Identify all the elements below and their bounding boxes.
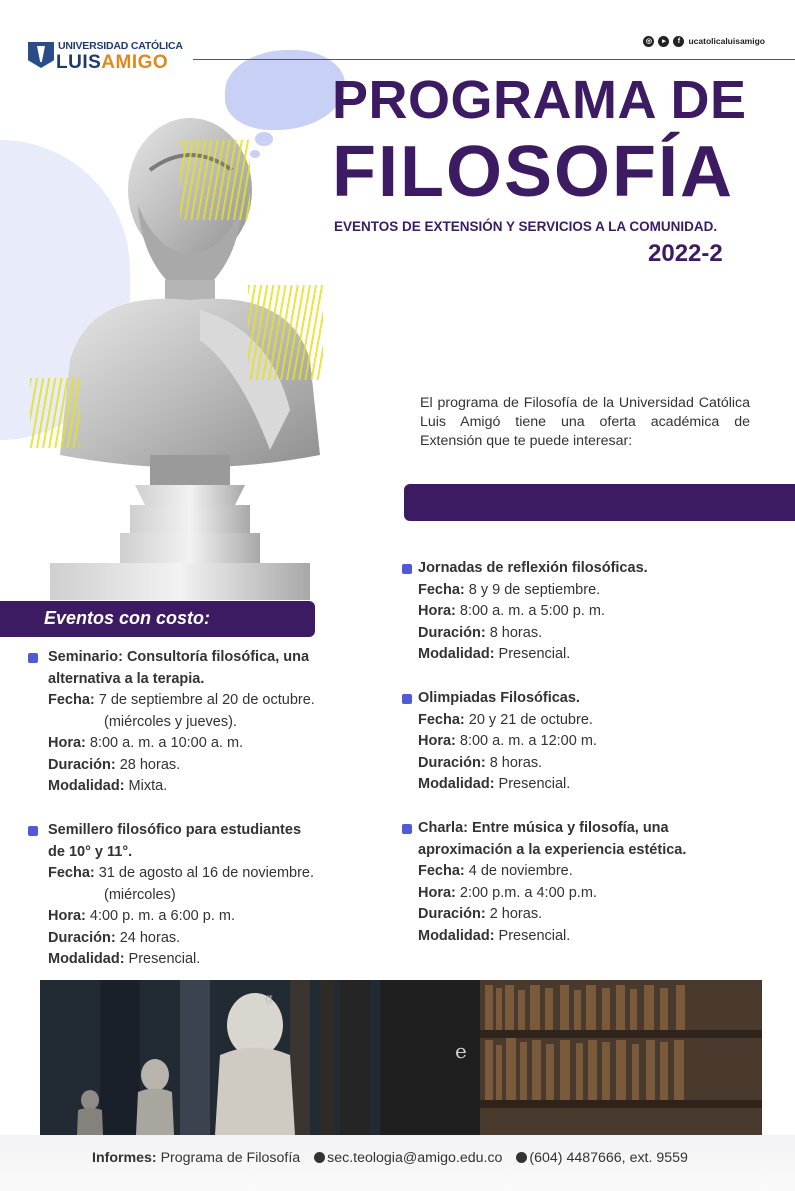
event-semillero <box>48 820 358 971</box>
library-photo <box>40 980 762 1135</box>
duracion-label: Duración: <box>48 929 116 946</box>
event-hora <box>418 601 758 623</box>
header-divider <box>193 59 795 60</box>
logo-top-text: UNIVERSIDAD CATÓLICA <box>58 40 183 52</box>
event-fecha <box>418 861 778 883</box>
event-charla <box>418 818 778 947</box>
modalidad-value: Presencial. <box>494 927 571 944</box>
fecha-value: 7 de septiembre al 20 de octubre. <box>94 692 315 708</box>
instagram-icon[interactable]: ◎ <box>643 36 654 47</box>
costed-heading: Eventos con costo: <box>44 608 211 628</box>
event-hora <box>418 883 778 905</box>
event-modalidad <box>48 776 348 798</box>
hora-value: 8:00 a. m. a 10:00 a. m. <box>85 735 244 751</box>
bullet-icon <box>28 826 38 836</box>
fecha-label: Fecha: <box>48 692 95 708</box>
event-hora <box>48 906 358 928</box>
event-duracion <box>418 904 778 926</box>
modalidad-label: Modalidad: <box>418 776 495 792</box>
duracion-label: Duración: <box>418 624 486 641</box>
event-hora <box>48 733 348 755</box>
event-title: Olimpiadas Filosóficas. <box>418 690 580 706</box>
hora-label: Hora: <box>418 884 456 901</box>
footer-email[interactable]: sec.teologia@amigo.edu.co <box>327 1150 503 1166</box>
fecha-value: 31 de agosto al 16 de noviembre. <box>94 865 315 881</box>
section-bar-costed-events <box>0 601 315 637</box>
footer-program: Programa de Filosofía <box>156 1150 301 1166</box>
event-modalidad <box>418 644 758 666</box>
event-modalidad <box>418 774 758 796</box>
event-hora <box>418 731 758 753</box>
hora-value: 4:00 p. m. a 6:00 p. m. <box>85 908 235 924</box>
event-fecha <box>48 863 358 885</box>
event-title: Charla: Entre música y filosofía, una <box>418 820 669 836</box>
yellow-stripes-decoration <box>180 140 250 220</box>
modalidad-label: Modalidad: <box>48 951 125 967</box>
facebook-icon[interactable]: f <box>673 36 684 47</box>
logo-luis: LUIS <box>56 52 102 73</box>
section-bar-free-events <box>404 484 795 521</box>
duracion-value: 24 horas. <box>115 929 181 946</box>
logo-mark-icon <box>28 42 54 68</box>
event-modalidad <box>418 926 778 948</box>
modalidad-value: Presencial. <box>494 776 571 792</box>
svg-text:e: e <box>455 1039 467 1063</box>
year-label: 2022-2 <box>648 240 723 267</box>
duracion-value: 8 horas. <box>485 754 543 771</box>
fecha-value: 4 de noviembre. <box>464 863 573 879</box>
email-icon <box>314 1152 325 1163</box>
footer-contact <box>92 1150 688 1166</box>
modalidad-value: Presencial. <box>124 951 201 967</box>
hora-label: Hora: <box>48 908 86 924</box>
duracion-label: Duración: <box>418 906 486 922</box>
logo-bottom-text <box>56 52 168 74</box>
event-fecha <box>48 690 348 712</box>
bullet-icon <box>402 694 412 704</box>
social-handle-text[interactable]: ucatolicaluisamigo <box>688 36 765 46</box>
event-olimpiadas <box>418 688 758 796</box>
footer-phone[interactable]: (604) 4487666, ext. 9559 <box>529 1150 688 1166</box>
social-handles <box>643 34 765 48</box>
youtube-icon[interactable]: ▸ <box>658 36 669 47</box>
bullet-icon <box>402 824 412 834</box>
fecha-label: Fecha: <box>418 863 465 879</box>
duracion-value: 28 horas. <box>115 756 181 773</box>
modalidad-value: Presencial. <box>494 646 571 662</box>
bullet-icon <box>28 653 38 663</box>
event-fecha-extra: (miércoles y jueves). <box>104 713 237 730</box>
fecha-label: Fecha: <box>418 581 465 598</box>
library-illustration <box>40 980 762 1135</box>
hora-label: Hora: <box>418 733 456 749</box>
duracion-label: Duración: <box>48 756 116 773</box>
modalidad-label: Modalidad: <box>418 646 495 662</box>
subtitle: EVENTOS DE EXTENSIÓN Y SERVICIOS A LA COMUNIDAD. <box>334 219 718 234</box>
event-jornadas <box>418 558 758 666</box>
event-modalidad <box>48 949 358 971</box>
intro-paragraph: El programa de Filosofía de la Universidad Católica Luis Amigó tiene una oferta académica de Extensión que te puede interesar: <box>420 395 750 449</box>
phone-icon <box>516 1152 527 1163</box>
hora-label: Hora: <box>48 735 86 751</box>
event-title-cont: aproximación a la experiencia estética. <box>418 841 687 858</box>
event-title-cont: de 10° y 11°. <box>48 843 133 860</box>
event-duracion <box>48 928 358 950</box>
svg-text:g: g <box>265 991 273 1005</box>
yellow-stripes-decoration <box>30 378 80 448</box>
event-fecha <box>418 580 758 602</box>
hora-label: Hora: <box>418 603 456 619</box>
bullet-icon <box>402 564 412 574</box>
modalidad-label: Modalidad: <box>48 778 125 794</box>
event-duracion <box>418 753 758 775</box>
hora-value: 8:00 a. m. a 5:00 p. m. <box>455 603 605 619</box>
fecha-value: 20 y 21 de octubre. <box>464 711 593 728</box>
footer <box>0 1135 795 1191</box>
title-line1: PROGRAMA DE <box>332 70 747 130</box>
event-fecha <box>418 710 758 732</box>
university-logo <box>28 38 183 73</box>
footer-label: Informes: <box>92 1150 157 1166</box>
yellow-stripes-decoration <box>248 285 323 380</box>
fecha-value: 8 y 9 de septiembre. <box>464 581 601 598</box>
duracion-label: Duración: <box>418 754 486 771</box>
event-title: Semillero filosófico para estudiantes <box>48 822 302 838</box>
modalidad-value: Mixta. <box>124 778 168 794</box>
hora-value: 2:00 p.m. a 4:00 p.m. <box>455 884 597 901</box>
hora-value: 8:00 a. m. a 12:00 m. <box>455 733 597 749</box>
logo-amigo: AMIGO <box>101 52 169 73</box>
fecha-label: Fecha: <box>418 711 465 728</box>
event-duracion <box>48 755 348 777</box>
event-title: Jornadas de reflexión filosóficas. <box>418 560 648 576</box>
duracion-value: 8 horas. <box>485 624 543 641</box>
event-duracion <box>418 623 758 645</box>
event-title: Seminario: Consultoría filosófica, una <box>48 649 310 665</box>
duracion-value: 2 horas. <box>485 906 543 922</box>
event-fecha-extra: (miércoles) <box>104 886 176 903</box>
modalidad-label: Modalidad: <box>418 927 495 944</box>
event-title-cont: alternativa a la terapia. <box>48 670 205 687</box>
fecha-label: Fecha: <box>48 865 95 881</box>
event-seminario <box>48 647 348 798</box>
title-line2: FILOSOFÍA <box>332 132 734 212</box>
